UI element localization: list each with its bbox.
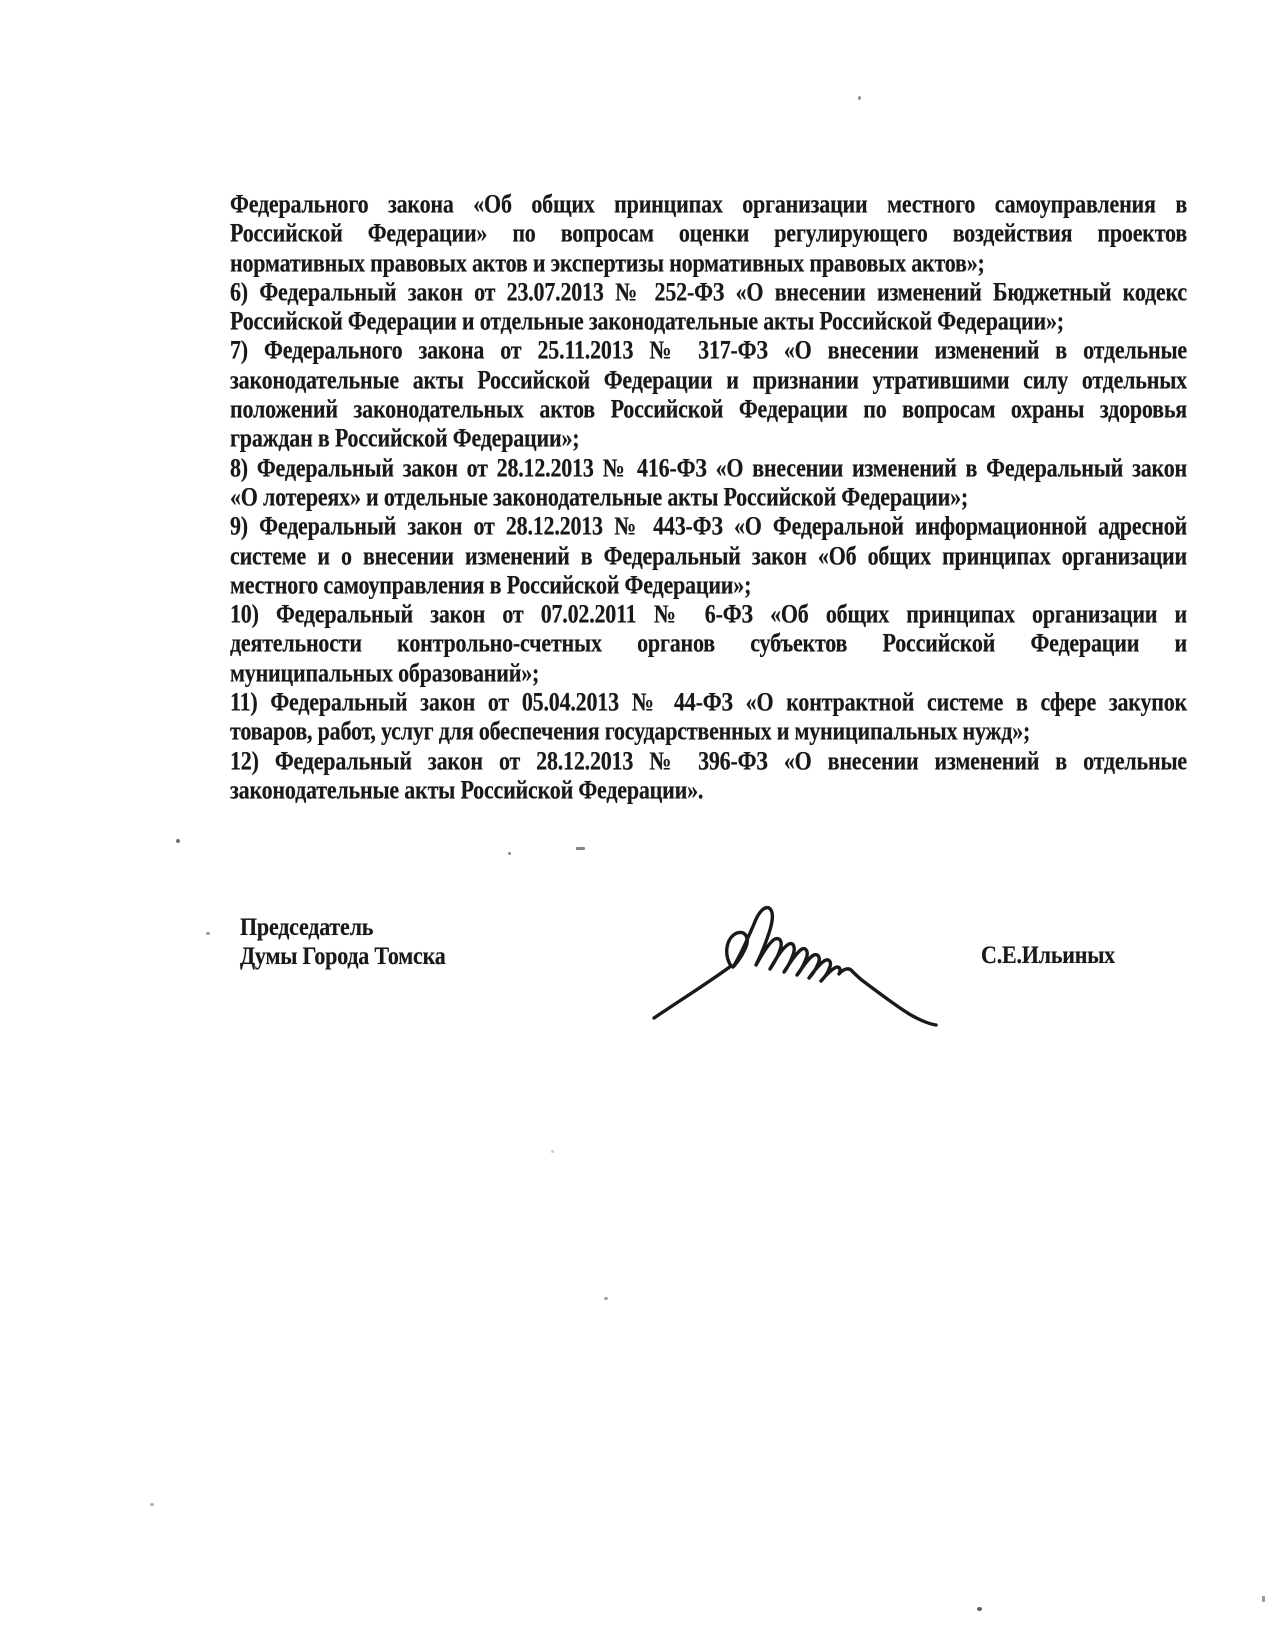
paragraph <box>230 746 1187 805</box>
scan-speck <box>977 1607 982 1611</box>
text-line: местного самоуправления в Российской Федерации»; <box>230 569 752 600</box>
paragraph <box>230 189 1187 277</box>
text-line: 10) Федеральный закон от 07.02.2011 № 6-ФЗ «Об общих принципах организации и <box>230 598 1187 629</box>
scan-speck <box>576 847 585 850</box>
signature-stroke <box>654 908 936 1025</box>
text-line: 11) Федеральный закон от 05.04.2013 № 44-ФЗ «О контрактной системе в сфере закупок <box>230 686 1187 717</box>
scan-speck <box>858 96 861 100</box>
text-line: законодательные акты Российской Федерации». <box>230 774 704 805</box>
text-line: граждан в Российской Федерации»; <box>230 423 580 453</box>
text-line: Федерального закона «Об общих принципах организации местного самоуправления в <box>230 188 1187 219</box>
signatory-title-line2: Думы Города Томска <box>240 941 446 970</box>
text-line: нормативных правовых актов и экспертизы нормативных правовых актов»; <box>230 247 985 277</box>
scan-speck <box>206 932 210 935</box>
signatory-title <box>240 912 446 970</box>
text-line: муниципальных образований»; <box>230 657 540 687</box>
handwritten-signature <box>610 880 960 1040</box>
paragraph <box>230 599 1187 687</box>
text-line: положений законодательных актов Российской Федерации по вопросам охраны здоровья <box>230 393 1187 424</box>
paragraph <box>230 687 1187 746</box>
text-line: Российской Федерации» по вопросам оценки регулирующего воздействия проектов <box>230 218 1187 248</box>
signatory-title-line1: Председатель <box>240 912 374 941</box>
paragraph <box>230 277 1187 336</box>
text-line: Российской Федерации и отдельные законодательные акты Российской Федерации»; <box>230 305 1064 336</box>
paragraph <box>230 511 1187 599</box>
text-line: 7) Федерального закона от 25.11.2013 № 317-ФЗ «О внесении изменений в отдельные <box>230 335 1187 365</box>
text-line: 8) Федеральный закон от 28.12.2013 № 416-ФЗ «О внесении изменений в Федеральный закон <box>230 452 1187 482</box>
text-line: 12) Федеральный закон от 28.12.2013 № 396-ФЗ «О внесении изменений в отдельные <box>230 745 1187 775</box>
text-line: системе и о внесении изменений в Федеральный закон «Об общих принципах организации <box>230 540 1187 570</box>
scan-speck <box>508 852 511 855</box>
scan-speck <box>1262 1596 1265 1602</box>
paragraph <box>230 453 1187 512</box>
text-line: деятельности контрольно-счетных органов субъектов Российской Федерации и <box>230 628 1187 658</box>
signer-name: С.Е.Ильиных <box>981 940 1115 969</box>
scan-speck <box>551 1150 554 1153</box>
scan-speck <box>150 1503 154 1506</box>
text-line: законодательные акты Российской Федерации и признании утратившими силу отдельных <box>230 364 1187 395</box>
text-line: 9) Федеральный закон от 28.12.2013 № 443-ФЗ «О Федеральной информационной адресной <box>230 510 1187 541</box>
text-line: 6) Федеральный закон от 23.07.2013 № 252-ФЗ «О внесении изменений Бюджетный кодекс <box>230 276 1187 307</box>
text-line: «О лотереях» и отдельные законодательные акты Российской Федерации»; <box>230 481 969 512</box>
scan-speck <box>604 1297 608 1300</box>
paragraph <box>230 335 1187 452</box>
scan-speck <box>176 839 180 843</box>
text-line: товаров, работ, услуг для обеспечения государственных и муниципальных нужд»; <box>230 716 1031 746</box>
document-body <box>230 189 1187 804</box>
